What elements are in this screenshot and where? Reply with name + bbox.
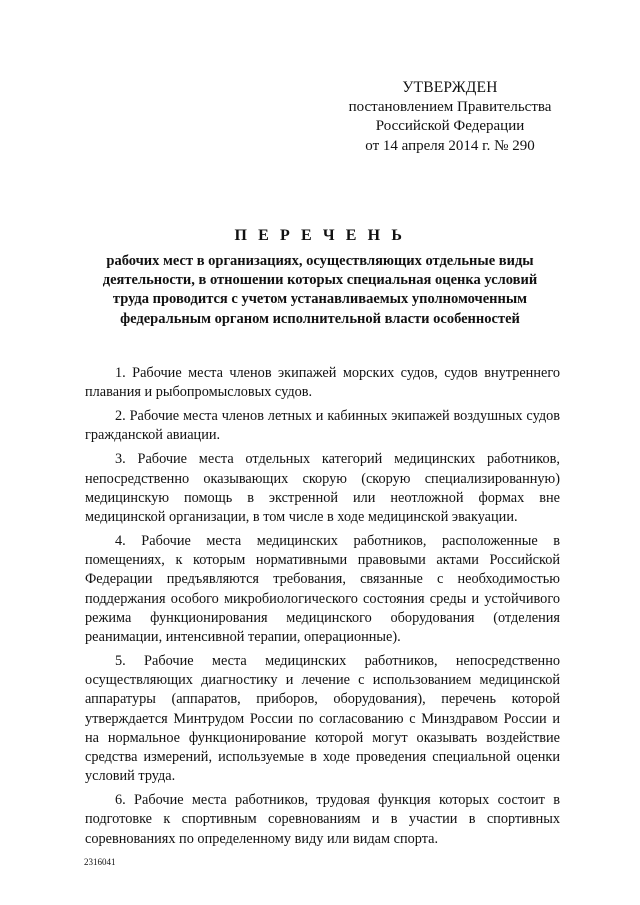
- document-title: П Е Р Е Ч Е Н Ь: [234, 227, 406, 244]
- list-item-6: 6. Рабочие места работников, трудовая функция которых состоит в подготовке к спортивным соревнованиям и в участии в спортивных соревнованиях по определенному виду или видам спорта.: [85, 792, 560, 847]
- list-item-1: 1. Рабочие места членов экипажей морских судов, судов внутреннего плавания и рыбопромысловых судов.: [85, 365, 560, 401]
- list-item-5: 5. Рабочие места медицинских работников, непосредственно осуществляющих диагностику и лечение с использованием медицинской аппаратуры (аппаратов, приборов, оборудования), перечень которой утверждается Минтрудом России по согласованию с Минздравом России и на нормальное функционирование которой могут оказывать воздействие средства измерений, используемые в ходе проведения специальной оценки условий труда.: [85, 653, 560, 785]
- document-subtitle: рабочих мест в организациях, осуществляющих отдельные виды деятельности, в отношении которых специальная оценка условий труда проводится с учетом устанавливаемых уполномоченным федеральным органом исполнительной власти особенностей: [102, 253, 538, 327]
- approval-line-1: постановлением Правительства: [348, 98, 552, 115]
- list-item-3: 3. Рабочие места отдельных категорий медицинских работников, непосредственно оказывающих скорую (скорую специализированную) медицинскую помощь в экстренной или неотложной формах вне медицинской организации, в том числе в ходе медицинской эвакуации.: [85, 451, 560, 526]
- document-body: [85, 364, 560, 854]
- approval-line-2: Российской Федерации: [375, 118, 525, 134]
- approval-line-3: от 14 апреля 2014 г. № 290: [365, 137, 535, 154]
- approval-stamp: [340, 78, 560, 156]
- list-item-4: 4. Рабочие места медицинских работников, расположенные в помещениях, к которым нормативными правовыми актами Российской Федерации предъявляются требования, связанные с необходимостью поддержания особого микробиологического состояния среды и устойчивого режима функционирования медицинского оборудования (отделения реанимации, интенсивной терапии, операционные).: [85, 533, 560, 646]
- list-item-2: 2. Рабочие места членов летных и кабинных экипажей воздушных судов гражданской авиации.: [85, 408, 560, 444]
- approval-title: УТВЕРЖДЕН: [402, 79, 498, 96]
- document-number: 2316041: [84, 857, 116, 867]
